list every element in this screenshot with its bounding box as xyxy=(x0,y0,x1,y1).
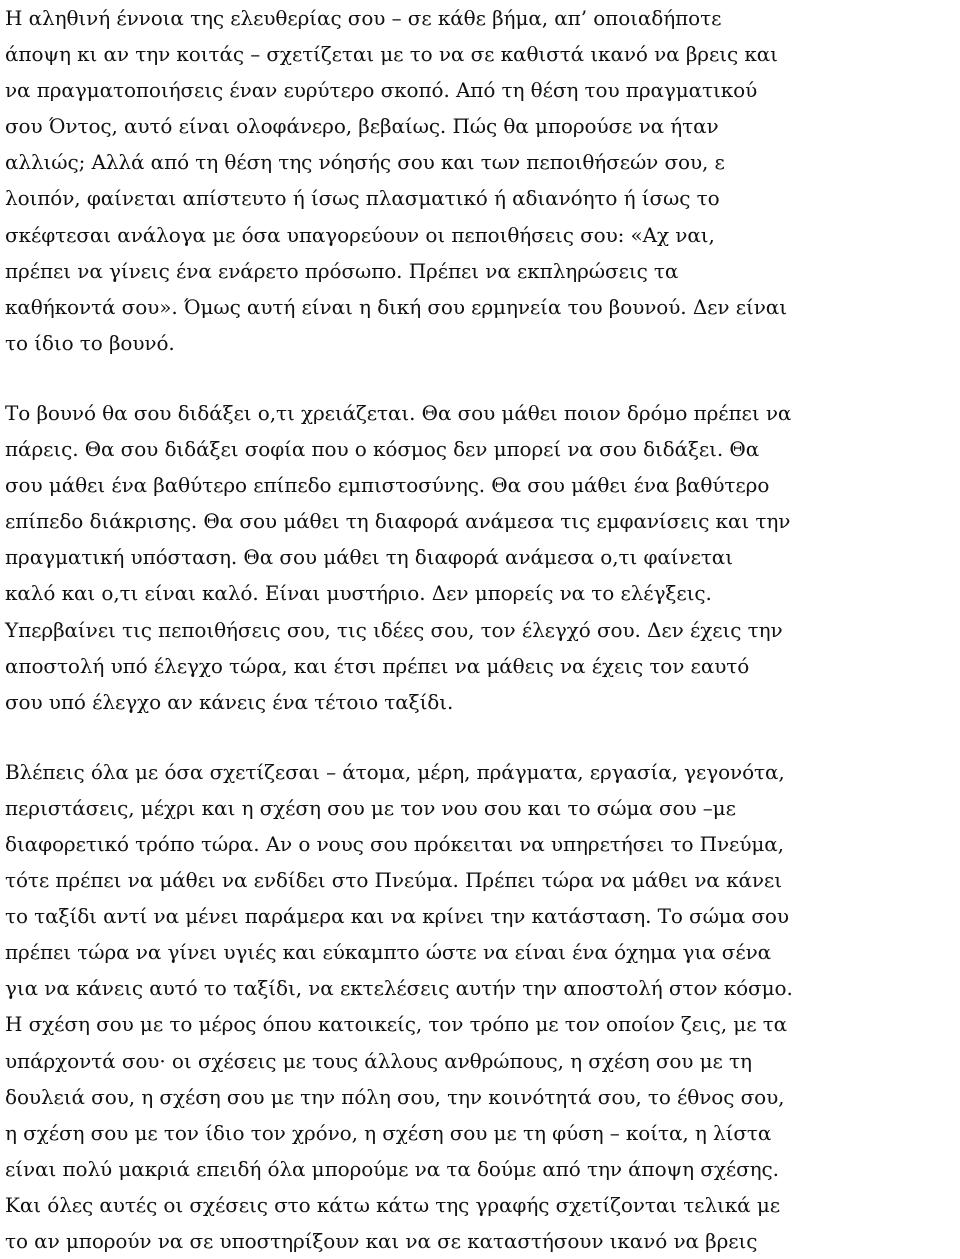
text-line: επίπεδο διάκρισης. Θα σου μάθει τη διαφορά ανάμεσα τις εμφανίσεις και την xyxy=(5,509,791,534)
text-line: καλό και ο,τι είναι καλό. Είναι μυστήριο. Δεν μπορείς να το ελέγξεις. xyxy=(5,581,712,606)
text-line: Υπερβαίνει τις πεποιθήσεις σου, τις ιδέες σου, τον έλεγχό σου. Δεν έχεις την xyxy=(5,617,783,642)
paragraph-1 xyxy=(5,0,958,361)
text-line: διαφορετικό τρόπο τώρα. Αν ο νους σου πρόκειται να υπηρετήσει το Πνεύμα, xyxy=(5,831,784,856)
text-line: η σχέση σου με τον ίδιο τον χρόνο, η σχέση σου με τη φύση – κοίτα, η λίστα xyxy=(5,1120,772,1145)
text-line: Βλέπεις όλα με όσα σχετίζεσαι – άτομα, μέρη, πράγματα, εργασία, γεγονότα, xyxy=(5,759,785,784)
text-line: δουλειά σου, η σχέση σου με την πόλη σου, την κοινότητά σου, το έθνος σου, xyxy=(5,1084,785,1109)
text-line: το ίδιο το βουνό. xyxy=(5,330,175,355)
document-page xyxy=(5,0,958,1259)
text-line: καθήκοντά σου». Όμως αυτή είναι η δική σου ερμηνεία του βουνού. Δεν είναι xyxy=(5,294,787,319)
text-line: το ταξίδι αντί να μένει παράμερα και να κρίνει την κατάσταση. Το σώμα σου xyxy=(5,904,789,929)
text-line: πραγματική υπόσταση. Θα σου μάθει τη διαφορά ανάμεσα ο,τι φαίνεται xyxy=(5,545,733,570)
text-line: περιστάσεις, μέχρι και η σχέση σου με τον νου σου και το σώμα σου –με xyxy=(5,795,736,820)
text-line: πρέπει να γίνεις ένα ενάρετο πρόσωπο. Πρέπει να εκπληρώσεις τα xyxy=(5,258,679,283)
text-line: πάρεις. Θα σου διδάξει σοφία που ο κόσμος δεν μπορεί να σου διδάξει. Θα xyxy=(5,437,760,462)
text-line: είναι πολύ μακριά επειδή όλα μπορούμε να τα δούμε από την άποψη σχέσης. xyxy=(5,1156,779,1181)
text-line: αλλιώς; Αλλά από τη θέση της νόησής σου και των πεποιθήσεών σου, ε xyxy=(5,150,725,175)
text-line: άποψη κι αν την κοιτάς – σχετίζεται με το να σε καθιστά ικανό να βρεις και xyxy=(5,42,778,67)
paragraph-gap xyxy=(5,720,958,754)
text-line: σκέφτεσαι ανάλογα με όσα υπαγορεύουν οι πεποιθήσεις σου: «Αχ ναι, xyxy=(5,222,715,247)
text-line: Η σχέση σου με το μέρος όπου κατοικείς, τον τρόπο με τον οποίον ζεις, με τα xyxy=(5,1012,788,1037)
text-line: Το βουνό θα σου διδάξει ο,τι χρειάζεται. Θα σου μάθει ποιον δρόμο πρέπει να xyxy=(5,400,792,425)
paragraph-3 xyxy=(5,754,958,1259)
paragraph-gap xyxy=(5,361,958,395)
text-line: Και όλες αυτές οι σχέσεις στο κάτω κάτω της γραφής σχετίζονται τελικά με xyxy=(5,1192,780,1217)
text-line: τότε πρέπει να μάθει να ενδίδει στο Πνεύμα. Πρέπει τώρα να μάθει να κάνει xyxy=(5,868,782,893)
text-line: Η αληθινή έννοια της ελευθερίας σου – σε κάθε βήμα, απ’ οποιαδήποτε xyxy=(5,6,722,30)
text-line: λοιπόν, φαίνεται απίστευτο ή ίσως πλασματικό ή αδιανόητο ή ίσως το xyxy=(5,186,720,211)
text-line: για να κάνεις αυτό το ταξίδι, να εκτελέσεις αυτήν την αποστολή στον κόσμο. xyxy=(5,976,793,1001)
text-line: σου Όντος, αυτό είναι ολοφάνερο, βεβαίως. Πώς θα μπορούσε να ήταν xyxy=(5,114,719,139)
text-line: το αν μπορούν να σε υποστηρίξουν και να σε καταστήσουν ικανό να βρεις xyxy=(5,1229,758,1253)
text-line: σου μάθει ένα βαθύτερο επίπεδο εμπιστοσύνης. Θα σου μάθει ένα βαθύτερο xyxy=(5,473,770,498)
text-line: αποστολή υπό έλεγχο τώρα, και έτσι πρέπει να μάθεις να έχεις τον εαυτό xyxy=(5,653,750,678)
text-line: υπάρχοντά σου· οι σχέσεις με τους άλλους ανθρώπους, η σχέση σου με τη xyxy=(5,1048,752,1073)
text-line: σου υπό έλεγχο αν κάνεις ένα τέτοιο ταξίδι. xyxy=(5,689,454,714)
text-line: να πραγματοποιήσεις έναν ευρύτερο σκοπό. Από τη θέση του πραγματικού xyxy=(5,78,758,103)
paragraph-2 xyxy=(5,395,958,720)
text-line: πρέπει τώρα να γίνει υγιές και εύκαμπτο ώστε να είναι ένα όχημα για σένα xyxy=(5,940,772,965)
